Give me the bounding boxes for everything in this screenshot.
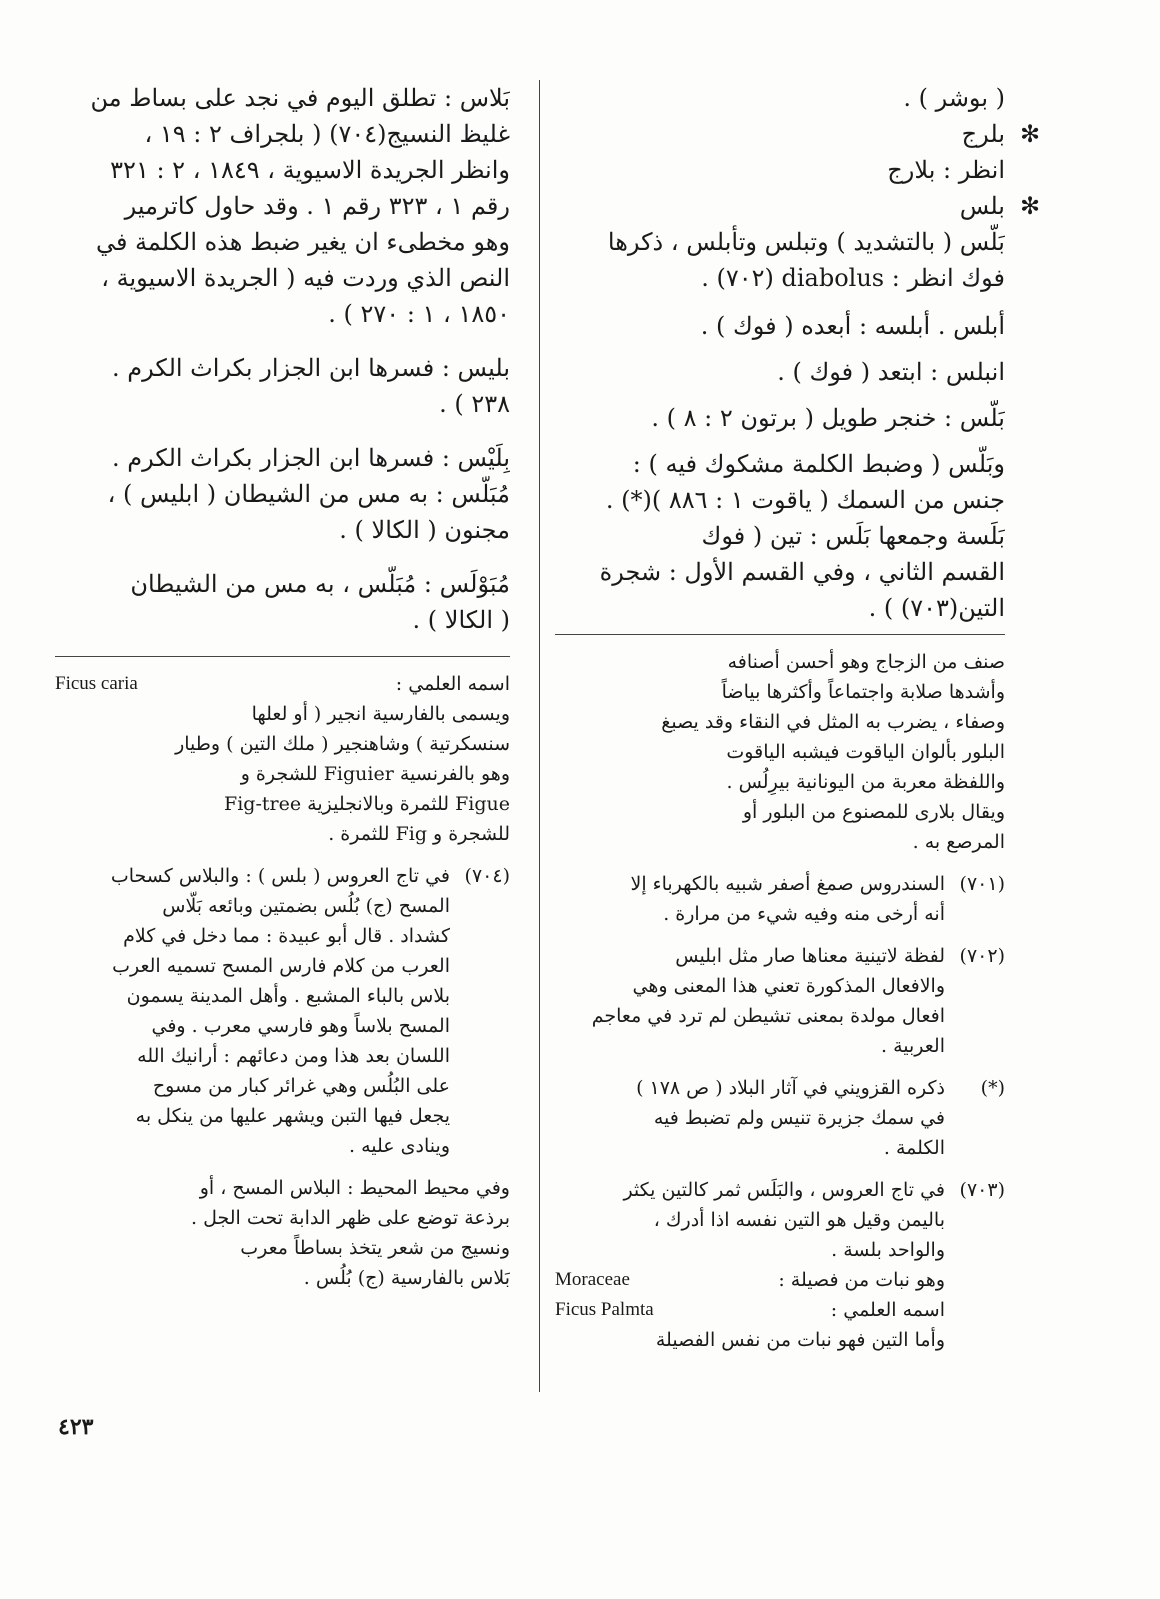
text-line: مُبَوْلَس : مُبَلَّس ، به مس من الشيطان: [130, 570, 510, 598]
footnote-line: في تاج العروس ، والبَلَس ثمر كالتين يكثر: [623, 1179, 945, 1201]
text-line: القسم الثاني ، وفي القسم الأول : شجرة: [599, 558, 1005, 586]
entry-bulayyis: [55, 440, 510, 548]
entry-balis: [55, 350, 510, 422]
scientific-name-label: اسمه العلمي :: [395, 673, 510, 695]
text-line: جنس من السمك ( ياقوت ١ : ٨٨٦ )(*) .: [605, 486, 1005, 514]
text-line: فوك انظر : diabolus (٧٠٢) .: [701, 264, 1005, 292]
footnote-line: في سمك جزيرة تنيس ولم تضبط فيه: [653, 1107, 945, 1129]
footnote-line: أنه أرخى منه وفيه شيء من مرارة .: [663, 903, 945, 925]
text-line: انبلس : ابتعد ( فوك ) .: [777, 358, 1005, 386]
left-column: [55, 80, 510, 1305]
footnote-line: المسح (ج) بُلُس بضمتين وبائعه بَلَّاس: [162, 895, 450, 917]
footnote-separator: [55, 656, 510, 657]
text-line: مُبَلَّس : به مس من الشيطان ( ابليس ) ،: [107, 480, 510, 508]
footnote-line: برذعة توضع على ظهر الدابة تحت الجل .: [191, 1207, 510, 1229]
page-number: ٤٢٣: [58, 1414, 94, 1440]
text-line: النص الذي وردت فيه ( الجريدة الاسيوية ،: [101, 264, 510, 292]
scientific-name-value: Ficus caria: [55, 673, 138, 694]
text-line: ٢٣٨ ) .: [439, 390, 510, 418]
footnote-line: كشداد . قال أبو عبيدة : مما دخل في كلام: [123, 925, 450, 947]
footnote-line: ويسمى بالفارسية انجير ( أو لعلها: [251, 703, 510, 725]
scientific-name-row: [55, 669, 510, 699]
footnote-line: ويقال بلارى للمصنوع من البلور أو: [742, 801, 1005, 823]
footnote-star: [555, 1073, 1005, 1163]
footnote-703: [555, 1175, 1005, 1355]
footnote-704: [55, 861, 510, 1161]
footnote-line: وصفاء ، يضرب به المثل في النقاء وقد يصبغ: [661, 711, 1005, 733]
footnote-number: (٧٠٢): [959, 945, 1005, 967]
footnote-line: وأما التين فهو نبات من نفس الفصيلة: [655, 1329, 945, 1351]
text-line: التين(٧٠٣) ) .: [868, 594, 1005, 622]
footnote-line: العرب من كلام فارس المسح تسميه العرب: [112, 955, 450, 977]
footnote-line: في تاج العروس ( بلس ) : والبلاس كسحاب: [110, 865, 450, 887]
footnote-line: ذكره القزويني في آثار البلاد ( ص ١٧٨ ): [636, 1077, 945, 1099]
scientific-name-value: Ficus Palmta: [555, 1299, 654, 1320]
footnote-line: Figue للثمرة وبالانجليزية Fig-tree: [224, 793, 510, 815]
footnote-line: بَلاس بالفارسية (ج) بُلُس .: [303, 1267, 510, 1289]
text-line: مجنون ( الكالا ) .: [339, 516, 510, 544]
scientific-name-label: اسمه العلمي :: [830, 1299, 945, 1321]
entry-balas: [55, 80, 510, 332]
text-line: بَلَّس : خنجر طويل ( برتون ٢ : ٨ ) .: [651, 404, 1005, 432]
footnote-line: ونسيج من شعر يتخذ بساطاً معرب: [240, 1237, 510, 1259]
footnote-line: الكلمة .: [883, 1137, 945, 1159]
footnote-line: صنف من الزجاج وهو أحسن أصنافه: [727, 651, 1005, 673]
text-line: انظر : بلارج: [887, 156, 1005, 184]
heading-word: بلس: [959, 192, 1005, 220]
text-line: أبلس . أبلسه : أبعده ( فوك ) .: [700, 312, 1005, 340]
text-line: وانظر الجريدة الاسيوية ، ١٨٤٩ ، ٢ : ٣٢١: [110, 156, 510, 184]
footnote-figs: [55, 669, 510, 849]
footnote-line: السندروس صمغ أصفر شبيه بالكهرباء إلا: [630, 873, 945, 895]
footnote-line: والافعال المذكورة تعني هذا المعنى وهي: [632, 975, 945, 997]
family-value: Moraceae: [555, 1269, 630, 1290]
footnote-line: العربية .: [880, 1035, 945, 1057]
family-row: [555, 1265, 945, 1295]
footnote-separator: [555, 634, 1005, 635]
text-line: بليس : فسرها ابن الجزار بكراث الكرم .: [111, 354, 510, 382]
footnote-line: واللفظة معربة من اليونانية بيرِلُس .: [726, 771, 1005, 793]
text-line: بَلاس : تطلق اليوم في نجد على بساط من: [90, 84, 510, 112]
footnote-line: لفظة لاتينية معناها صار مثل ابليس: [675, 945, 945, 967]
heading-word: بلرج: [961, 120, 1005, 148]
footnote-number: (*): [980, 1077, 1005, 1099]
footnote-line: والواحد بلسة .: [831, 1239, 945, 1261]
footnote-line: يجعل فيها التبن ويشهر عليها من ينكل به: [135, 1105, 450, 1127]
text-line: ١٨٥٠ ، ١ : ٢٧٠ ) .: [328, 300, 510, 328]
footnote-line: للشجرة و Fig للثمرة .: [328, 823, 510, 845]
footnote-line: البلور بألوان الياقوت فيشبه الياقوت: [726, 741, 1005, 763]
text-line: ( بوشر ) .: [903, 84, 1005, 112]
asterisk-icon: ✻: [1019, 120, 1041, 148]
entry-heading: [555, 188, 1049, 224]
footnote-701: [555, 869, 1005, 929]
footnote-number: (٧٠١): [959, 873, 1005, 895]
footnote-intro: [555, 647, 1005, 857]
footnote-line: وينادى عليه .: [349, 1135, 450, 1157]
footnote-line: وهو بالفرنسية Figuier للشجرة و: [240, 763, 510, 785]
footnote-number: (٧٠٣): [959, 1179, 1005, 1201]
text-line: وهو مخطىء ان يغير ضبط هذه الكلمة في: [95, 228, 510, 256]
footnote-muhit: [55, 1173, 510, 1293]
right-column: [555, 80, 1041, 1367]
footnote-702: [555, 941, 1005, 1061]
column-divider: [539, 80, 540, 1392]
footnote-line: اللسان بعد هذا ومن دعائهم : أرانيك الله: [137, 1045, 450, 1067]
footnote-line: المرصع به .: [912, 831, 1005, 853]
text-line: وبَلَّس ( وضبط الكلمة مشكوك فيه ) :: [632, 450, 1005, 478]
entry-heading: [555, 116, 1049, 152]
footnote-line: سنسكرتية ) وشاهنجير ( ملك التين ) وطيار: [175, 733, 510, 755]
text-line: بِلَيْس : فسرها ابن الجزار بكراث الكرم .: [111, 444, 510, 472]
text-line: رقم ١ ، ٣٢٣ رقم ١ . وقد حاول كاترمير: [124, 192, 510, 220]
entry-mabulas: [55, 566, 510, 638]
footnote-line: باليمن وقيل هو التين نفسه اذا أدرك ،: [653, 1209, 945, 1231]
text-line: بَلَسة وجمعها بَلَس : تين ( فوك: [701, 522, 1005, 550]
footnote-line: وفي محيط المحيط : البلاس المسح ، أو: [199, 1177, 510, 1199]
family-label: وهو نبات من فصيلة :: [778, 1269, 945, 1291]
footnote-line: على البُلُس وهي غرائر كبار من مسوح: [152, 1075, 450, 1097]
scientific-name-row: [555, 1295, 945, 1325]
text-line: غليظ النسيج(٧٠٤) ( بلجراف ٢ : ١٩ ،: [144, 120, 510, 148]
text-line: بَلَّس ( بالتشديد ) وتبلس وتأبلس ، ذكرها: [607, 228, 1005, 256]
text-line: ( الكالا ) .: [412, 606, 510, 634]
footnote-line: وأشدها صلابة واجتماعاً وأكثرها بياضاً: [721, 681, 1005, 703]
footnote-line: افعال مولدة بمعنى تشيطن لم ترد في معاجم: [591, 1005, 945, 1027]
footnote-line: بلاس بالباء المشبع . وأهل المدينة يسمون: [126, 985, 450, 1007]
footnote-line: المسح بلاساً وهو فارسي معرب . وفي: [151, 1015, 450, 1037]
footnote-number: (٧٠٤): [464, 865, 510, 887]
asterisk-icon: ✻: [1019, 192, 1041, 220]
